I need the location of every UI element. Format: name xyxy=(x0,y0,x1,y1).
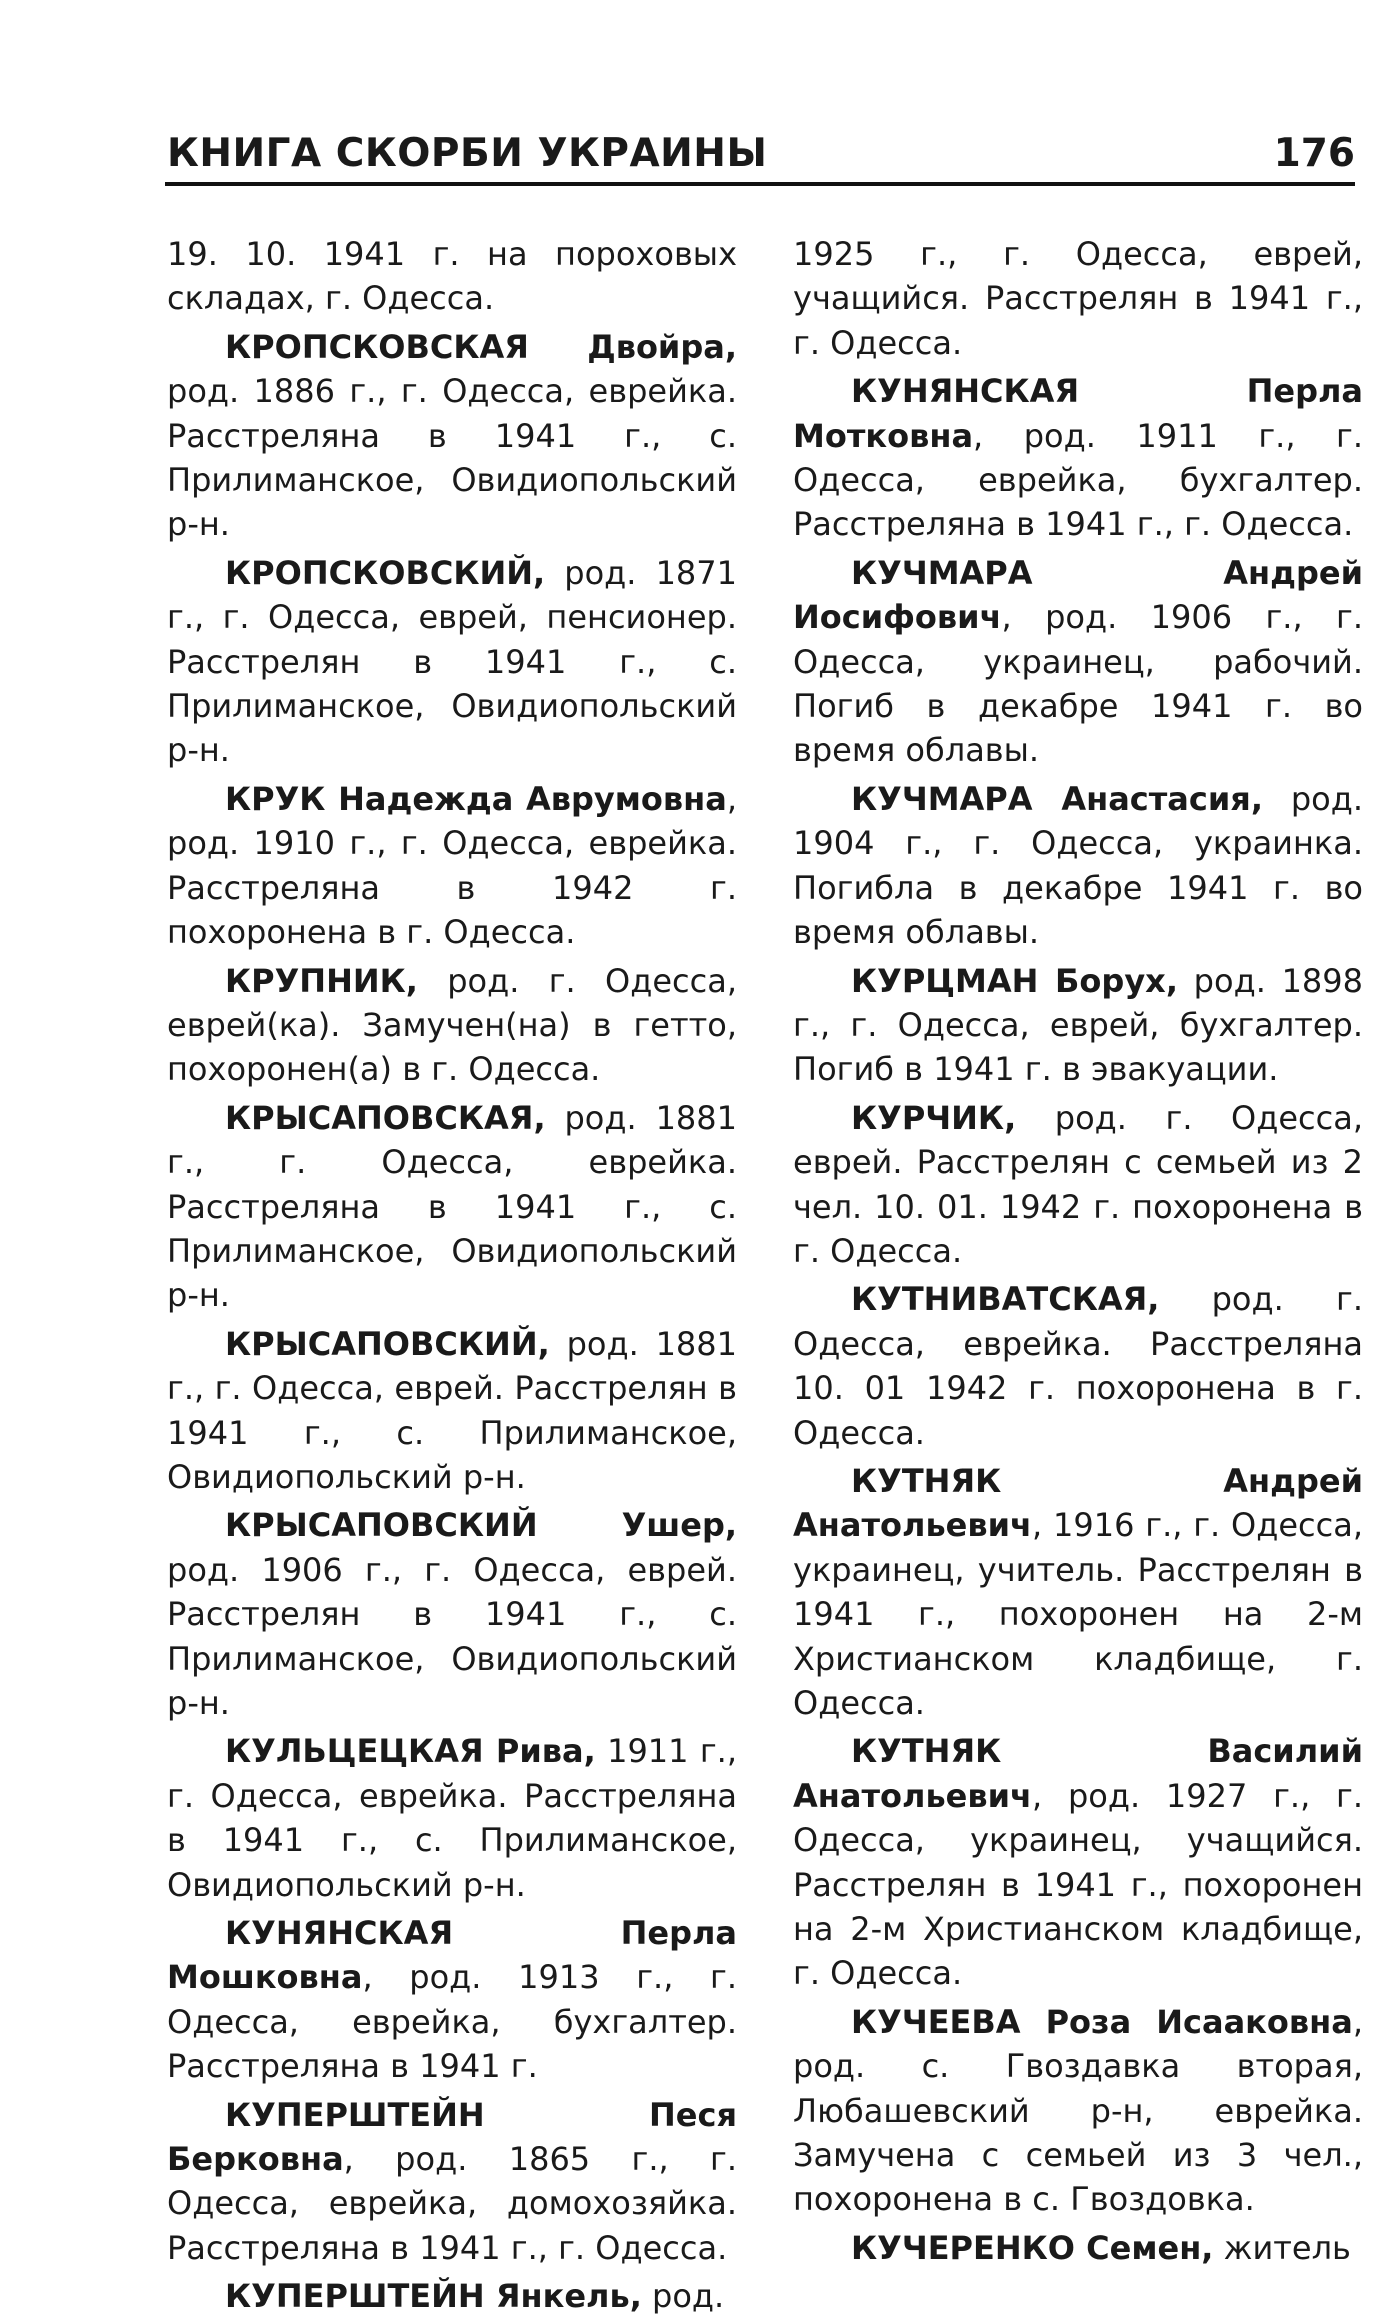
entry-text: , 1916 г., г. Одесса, украинец, учитель. Расстрелян в 1941 г., похоронен на 2-м Христианском кладбище, г. Одесса. xyxy=(793,1506,1363,1722)
entry-text: род. г. Одесса, еврей(ка). Замучен(на) в гетто, похоронен(а) в г. Одесса. xyxy=(167,961,737,1089)
entry-name: КРЫСАПОВСКАЯ, xyxy=(225,1098,546,1137)
memorial-entry xyxy=(793,959,1363,1092)
memorial-entry xyxy=(793,777,1363,955)
memorial-entry xyxy=(167,325,737,547)
right-column xyxy=(793,232,1363,2274)
memorial-entry xyxy=(793,232,1363,365)
entry-name: КРУПНИК, xyxy=(225,961,418,1000)
entry-name: КУЧМАРА Анастасия, xyxy=(851,779,1263,818)
entry-text: , род. 1913 г., г. Одесса, еврейка, бухгалтер. Расстреляна в 1941 г. xyxy=(167,1958,737,2086)
memorial-entry xyxy=(167,1911,737,2089)
entry-text: род. 1904 г., г. Одесса, украинка. Погибла в декабре 1941 г. во время облавы. xyxy=(793,779,1363,952)
entry-name: КРЫСАПОВСКИЙ Ушер, xyxy=(225,1506,737,1545)
entry-text: , род. с. Гвоздавка вторая, Любашевский р-н, еврейка. Замучена с семьей из 3 чел., похоронена в с. Гвоздовка. xyxy=(793,2002,1363,2219)
entry-name: КУТНЯК Андрей Анатольевич xyxy=(793,1461,1363,1545)
entry-name: КУЛЬЦЕЦКАЯ Рива, xyxy=(225,1732,596,1771)
entry-text: род. 1906 г., г. Одесса, еврей. Расстрелян в 1941 г., с. Прилиманское, Овидиопольский р-н. xyxy=(167,1550,737,1722)
entry-text: , род. 1865 г., г. Одесса, еврейка, домохозяйка. Расстреляна в 1941 г., г. Одесса. xyxy=(167,2140,737,2267)
memorial-entry xyxy=(167,777,737,955)
entry-name: КУТНЯК Василий Анатольевич xyxy=(793,1732,1363,1815)
entry-text: род. 1881 г., г. Одесса, еврей. Расстрелян в 1941 г., с. Прилиманское, Овидиопольский р-н. xyxy=(167,1324,737,1496)
entry-text: род. г. Одесса, еврей. Расстрелян с семьей из 2 чел. 10. 01. 1942 г. похоронена в г. Одесса. xyxy=(793,1098,1363,1270)
entry-text: род. 1898 г., г. Одесса, еврей, бухгалтер. Погиб в 1941 г. в эвакуации. xyxy=(793,961,1363,1089)
memorial-entry xyxy=(793,1459,1363,1725)
memorial-entry xyxy=(793,551,1363,773)
book-title: КНИГА СКОРБИ УКРАИНЫ xyxy=(167,131,768,176)
memorial-entry xyxy=(167,551,737,773)
memorial-entry xyxy=(167,2093,737,2271)
entry-name: КУЧЕЕВА Роза Исааковна xyxy=(851,2002,1353,2041)
memorial-entry xyxy=(167,2274,737,2318)
entry-text: род. 1886 г., г. Одесса, еврейка. Расстреляна в 1941 г., с. Прилиманское, Овидиопольский р-н. xyxy=(167,372,737,544)
memorial-entry xyxy=(167,1322,737,1500)
entry-name: КУРЧИК, xyxy=(851,1098,1017,1137)
entry-name: КРОПСКОВСКАЯ Двойра, xyxy=(225,327,737,366)
entry-text: 19. 10. 1941 г. на пороховых складах, г. Одесса. xyxy=(167,235,737,318)
memorial-entry xyxy=(793,2000,1363,2222)
entry-name: КУТНИВАТСКАЯ, xyxy=(851,1280,1160,1319)
entry-text: род. 1871 г., г. Одесса, еврей, пенсионер. Расстрелян в 1941 г., с. Прилиманское, Овидиопольский р-н. xyxy=(167,553,737,770)
entry-name: КУПЕРШТЕЙН Песя Берковна xyxy=(167,2095,737,2179)
memorial-entry xyxy=(167,232,737,321)
memorial-entry xyxy=(167,1729,737,1907)
entry-text: , род. 1910 г., г. Одесса, еврейка. Расстреляна в 1942 г. похоронена в г. Одесса. xyxy=(167,779,737,952)
entry-name: КРОПСКОВСКИЙ, xyxy=(225,553,546,592)
entry-text: , род. 1906 г., г. Одесса, украинец, рабочий. Погиб в декабре 1941 г. во время облавы. xyxy=(793,598,1363,770)
memorial-entry xyxy=(793,2226,1363,2270)
entry-text: род. г. Одесса, еврейка. Расстреляна 10. 01 1942 г. похоронена в г. Одесса. xyxy=(793,1280,1363,1452)
memorial-entry xyxy=(167,959,737,1092)
left-column xyxy=(167,232,737,2323)
page-header xyxy=(165,124,1355,186)
entry-text: род. xyxy=(641,2277,725,2316)
entry-text: 1911 г., г. Одесса, еврейка. Расстреляна в 1941 г., с. Прилиманское, Овидиопольский р-н. xyxy=(167,1732,738,1904)
entry-name: КУЧМАРА Андрей Иосифович xyxy=(793,553,1363,637)
entry-name: КУРЦМАН Борух, xyxy=(851,961,1178,1000)
entry-name: КРЫСАПОВСКИЙ, xyxy=(225,1324,550,1363)
entry-name: КУПЕРШТЕЙН Янкель, xyxy=(225,2277,642,2316)
entry-text: род. 1881 г., г. Одесса, еврейка. Расстреляна в 1941 г., с. Прилиманское, Овидиопольский р-н. xyxy=(167,1098,737,1315)
memorial-entry xyxy=(167,1096,737,1318)
entry-text: , род. 1927 г., г. Одесса, украинец, учащийся. Расстрелян в 1941 г., похоронен на 2-м Христианском кладбище, г. Одесса. xyxy=(793,1776,1363,1993)
entry-text: житель xyxy=(1213,2228,1351,2267)
entry-text: 1925 г., г. Одесса, еврей, учащийся. Расстрелян в 1941 г., г. Одесса. xyxy=(793,235,1363,362)
entry-name: КУНЯНСКАЯ Перла Мотковна xyxy=(793,372,1363,455)
memorial-entry xyxy=(793,1096,1363,1274)
memorial-entry xyxy=(793,369,1363,547)
entry-name: КУНЯНСКАЯ Перла Мошковна xyxy=(167,1914,737,1997)
entry-text: , род. 1911 г., г. Одесса, еврейка, бухгалтер. Расстреляна в 1941 г., г. Одесса. xyxy=(793,416,1363,544)
entry-name: КУЧЕРЕНКО Семен, xyxy=(851,2228,1214,2267)
page-number: 176 xyxy=(1273,131,1355,176)
memorial-entry xyxy=(167,1503,737,1725)
entry-name: КРУК Надежда Аврумовна xyxy=(225,779,727,818)
memorial-entry xyxy=(793,1729,1363,1995)
memorial-entry xyxy=(793,1277,1363,1455)
